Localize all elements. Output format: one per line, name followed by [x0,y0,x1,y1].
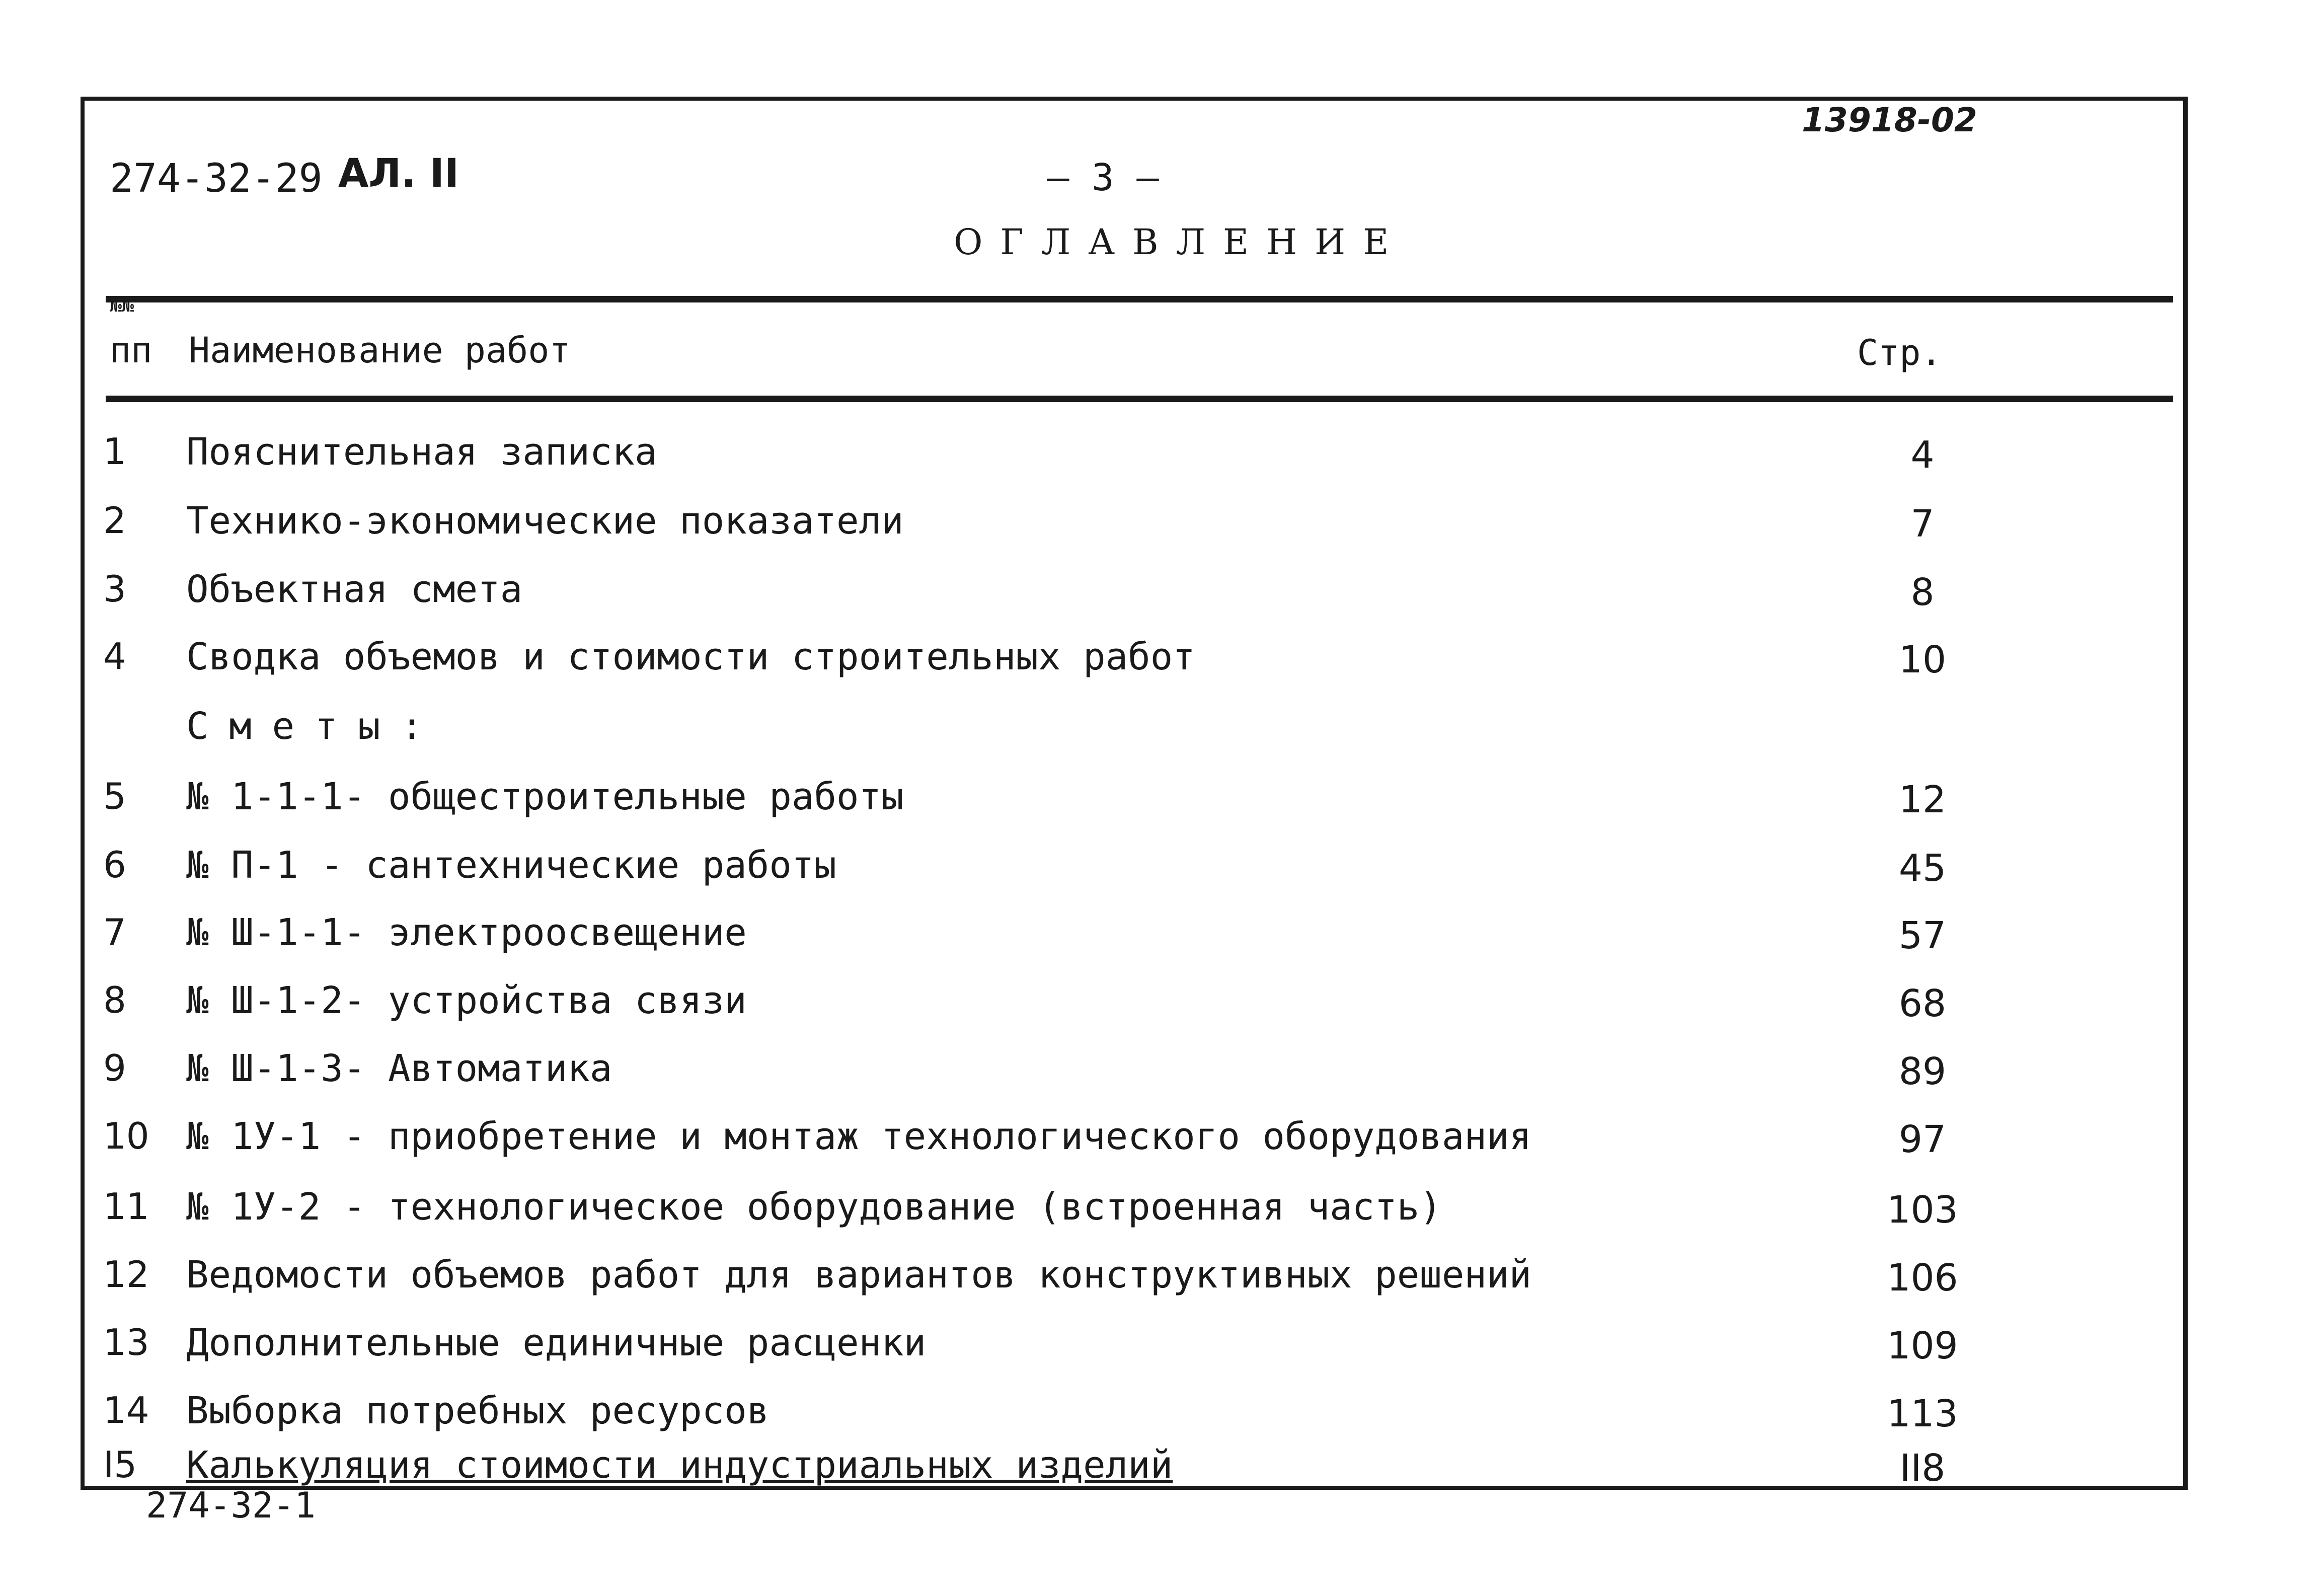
row-title: № Ш-1-2- устройства связи [186,979,747,1022]
row-number: 13 [103,1321,149,1363]
row-page: 68 [1898,982,1947,1025]
doc-code: 274-32-29 [110,156,323,201]
row-title: Объектная смета [186,568,523,611]
section-heading: Сметы: [186,705,444,748]
row-page: 106 [1887,1256,1958,1300]
row-number: 8 [103,979,126,1021]
col-header-name: Наименование работ [189,330,571,371]
row-title: № 1У-1 - приобретение и монтаж технологического оборудования [186,1115,1532,1158]
row-page: 113 [1887,1392,1958,1435]
row-page: 109 [1887,1324,1958,1367]
col-header-num: пп [110,330,152,371]
col-header-num-sign: №№ [110,293,134,317]
row-page: 8 [1910,571,1935,614]
row-number: 3 [103,568,126,610]
row-number: 7 [103,911,126,953]
row-number: 12 [103,1253,149,1296]
row-page: 4 [1910,433,1935,477]
row-title: Выборка потребных ресурсов [186,1389,770,1432]
row-title: № П-1 - сантехнические работы [186,844,837,887]
row-title: № Ш-1-3- Автоматика [186,1047,612,1090]
row-number: 2 [103,499,126,542]
footer-code: 274-32-1 [146,1485,316,1526]
row-page: 57 [1898,914,1947,957]
col-header-page: Стр. [1857,332,1942,373]
row-page: 103 [1887,1188,1958,1232]
row-title: № Ш-1-1- электроосвещение [186,911,747,954]
row-title: Ведомости объемов работ для вариантов конструктивных решений [186,1253,1532,1297]
row-number: I5 [103,1443,137,1486]
row-page: 45 [1898,847,1947,890]
row-page: 7 [1910,502,1935,546]
page-title: ОГЛАВЛЕНИЕ [954,221,1407,263]
row-number: 4 [103,635,126,677]
stamp-number: 13918-02 [1802,101,1977,139]
page-number: — 3 — [1047,156,1159,199]
row-number: 1 [103,430,126,473]
row-title: Технико-экономические показатели [186,499,904,543]
row-number: 6 [103,844,126,886]
row-title: № 1-1-1- общестроительные работы [186,775,904,818]
header-top-rule [106,296,2173,302]
row-title: № 1У-2 - технологическое оборудование (встроенная часть) [186,1185,1442,1229]
row-title: Калькуляция стоимости индустриальных изделий [186,1443,1173,1487]
row-number: 9 [103,1047,126,1089]
row-title: Дополнительные единичные расценки [186,1321,927,1364]
row-page: II8 [1899,1447,1946,1490]
row-title: Пояснительная записка [186,430,657,474]
row-number: 11 [103,1185,149,1228]
row-title: Сводка объемов и стоимости строительных работ [186,635,1195,678]
row-page: 12 [1898,778,1947,821]
row-number: 10 [103,1115,149,1157]
album-number: АЛ. II [338,151,459,196]
row-page: 10 [1898,638,1947,681]
row-number: 5 [103,775,126,817]
header-bottom-rule [106,396,2173,402]
row-page: 97 [1898,1118,1947,1161]
row-number: 14 [103,1389,149,1431]
row-page: 89 [1898,1050,1947,1093]
